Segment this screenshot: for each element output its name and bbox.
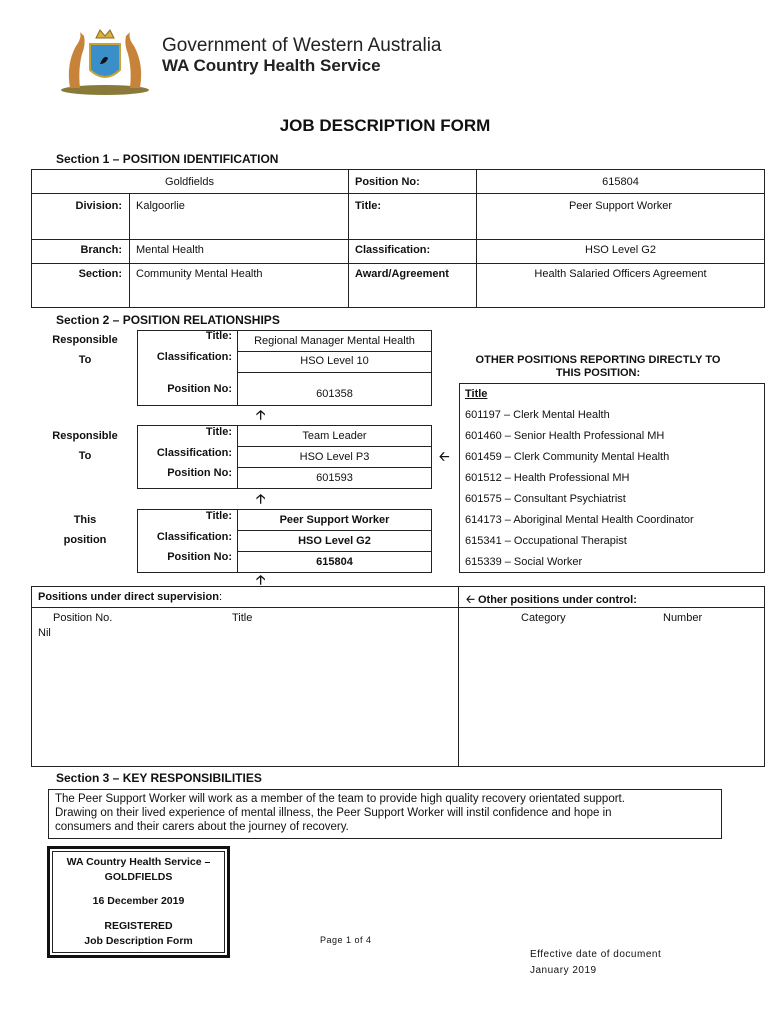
effective-date-value: January 2019 <box>530 965 597 976</box>
box1-position-no: 601358 <box>316 388 353 400</box>
col-number: Number <box>663 612 703 624</box>
responsible-label-1: Responsible <box>52 334 118 346</box>
service-line: WA Country Health Service <box>162 56 381 75</box>
section3-heading: Section 3 – KEY RESPONSIBILITIES <box>56 771 262 785</box>
box3-classification-label: Classification: <box>156 531 232 543</box>
other-title-header: Title <box>465 388 488 400</box>
responsible-label-2: Responsible <box>52 430 118 442</box>
crest-logo <box>56 24 154 96</box>
box1-title-label: Title: <box>205 330 232 342</box>
classification-value: HSO Level G2 <box>585 244 656 256</box>
list-item: 601512 – Health Professional MH <box>465 472 630 484</box>
box3-position-no-label: Position No: <box>167 551 232 563</box>
responsibility-line-3: consumers and their carers about the journey of recovery. <box>55 821 349 833</box>
box2-classification-label: Classification: <box>156 447 232 459</box>
list-item: 601460 – Senior Health Professional MH <box>465 430 665 442</box>
direct-supervision-colon: : <box>218 591 222 603</box>
box1-classification: HSO Level 10 <box>300 355 369 367</box>
title-value: Peer Support Worker <box>568 200 673 212</box>
stamp-line-1: WA Country Health Service – <box>66 856 211 868</box>
box2-classification: HSO Level P3 <box>299 451 370 463</box>
position-no-value: 615804 <box>602 176 639 188</box>
page-number: Page 1 of 4 <box>320 935 372 945</box>
box1-position-no-label: Position No: <box>167 383 232 395</box>
other-control-text: Other positions under control: <box>477 594 637 606</box>
responsibility-line-2: Drawing on their lived experience of mental illness, the Peer Support Worker will instil confidence and hope in <box>55 807 612 819</box>
stamp-form: Job Description Form <box>84 935 193 947</box>
award-value: Health Salaried Officers Agreement <box>534 268 707 280</box>
box1-title: Regional Manager Mental Health <box>254 335 415 347</box>
effective-date-label: Effective date of document <box>530 949 662 960</box>
list-item: 601459 – Clerk Community Mental Health <box>465 451 670 463</box>
box2-position-no: 601593 <box>316 472 353 484</box>
box2-title-label: Title: <box>205 426 232 438</box>
col-category: Category <box>521 612 566 624</box>
up-arrow-icon: 🡡 <box>256 407 266 422</box>
title-label: Title: <box>355 200 382 212</box>
responsibility-line-1: The Peer Support Worker will work as a member of the team to provide high quality recovery orientated support. <box>55 793 625 805</box>
gov-line: Government of Western Australia <box>162 35 442 56</box>
list-item: 614173 – Aboriginal Mental Health Coordinator <box>465 514 694 526</box>
stamp-line-2: GOLDFIELDS <box>104 871 173 883</box>
section1-heading: Section 1 – POSITION IDENTIFICATION <box>56 152 279 166</box>
col-title: Title <box>232 612 253 624</box>
box3-position-no: 615804 <box>316 556 353 568</box>
list-item: 601197 – Clerk Mental Health <box>465 409 610 421</box>
nil-value: Nil <box>38 627 51 639</box>
classification-label: Classification: <box>355 244 431 256</box>
direct-supervision-text: Positions under direct supervision <box>38 591 219 603</box>
list-item: 615341 – Occupational Therapist <box>465 535 627 547</box>
list-item: 601575 – Consultant Psychiatrist <box>465 493 626 505</box>
other-positions-heading-1: OTHER POSITIONS REPORTING DIRECTLY TO <box>475 354 721 366</box>
wa-coat-of-arms-icon <box>56 24 154 96</box>
position-no-label: Position No: <box>355 176 420 188</box>
section2-heading: Section 2 – POSITION RELATIONSHIPS <box>56 313 280 327</box>
branch-value: Mental Health <box>136 244 204 256</box>
col-position-no: Position No. <box>53 612 113 624</box>
division-label: Division: <box>75 200 122 212</box>
branch-label: Branch: <box>80 244 122 256</box>
responsible-to-label-2: To <box>78 450 92 462</box>
other-positions-heading-2: THIS POSITION: <box>555 367 641 379</box>
section-label: Section: <box>78 268 122 280</box>
stamp-registered: REGISTERED <box>104 920 173 932</box>
left-arrow-icon: 🡠 <box>466 594 475 606</box>
box3-title: Peer Support Worker <box>279 514 390 526</box>
section-value: Community Mental Health <box>136 268 263 280</box>
up-arrow-icon: 🡡 <box>256 491 266 506</box>
responsible-to-label-1: To <box>78 354 92 366</box>
box3-title-label: Title: <box>205 510 232 522</box>
this-position-label-2: position <box>63 534 107 546</box>
box1-classification-label: Classification: <box>156 351 232 363</box>
award-label: Award/Agreement <box>355 268 449 280</box>
left-arrow-icon: 🡠 <box>439 449 450 464</box>
region-value: Goldfields <box>165 176 214 188</box>
this-position-label-1: This <box>73 514 97 526</box>
form-title: JOB DESCRIPTION FORM <box>279 116 491 135</box>
direct-supervision-label <box>38 591 222 603</box>
box2-position-no-label: Position No: <box>167 467 232 479</box>
box3-classification: HSO Level G2 <box>298 535 371 547</box>
division-value: Kalgoorlie <box>136 200 185 212</box>
other-control-label <box>466 591 637 610</box>
stamp-date: 16 December 2019 <box>92 895 185 907</box>
list-item: 615339 – Social Worker <box>465 556 583 568</box>
box2-title: Team Leader <box>302 430 367 442</box>
up-arrow-icon: 🡡 <box>256 572 266 587</box>
